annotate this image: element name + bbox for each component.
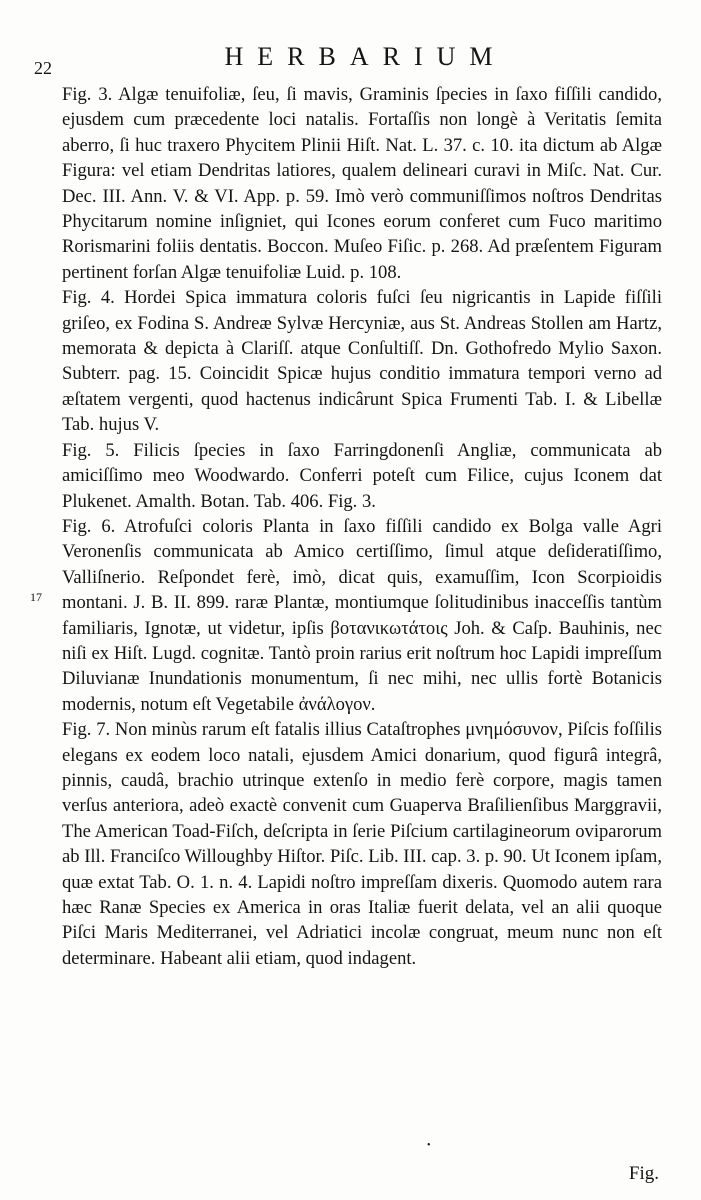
page-number: 22 [34, 58, 52, 78]
printer-mark: • [427, 1140, 431, 1151]
paragraph-fig-3: Fig. 3. Algæ tenuifoliæ, ſeu, ſi mavis, Graminis ſpecies in ſaxo fiſſili candido, ejusdem cum præcedente loci natalis. Fortaſſis non longè à Veritatis ſemita aberro, ſi huc traxero Phycitem Plinii Hiſt. Nat. L. 37. c. 10. ita dictum ab Algæ Figura: vel etiam Dendritas latiores, qualem delineari curavi in Miſc. Nat. Cur. Dec. III. Ann. V. & VI. App. p. 59. Imò verò communiſſimos noſtros Dendritas Phycitarum nomine inſigniet, qui Icones eorum conferet cum Fuco maritimo Rorismarini foliis dentatis. Boccon. Muſeo Fiſic. p. 268. Ad præſentem Figuram pertinent forſan Algæ tenuifoliæ Luid. p. 108. [62, 84, 662, 283]
paragraph-fig-6: Fig. 6. Atrofuſci coloris Planta in ſaxo fiſſili candido ex Bolga valle Agri Veronenſis communicata ab Amico certiſſimo, ſimul atque deſideratiſſimo, Valliſnerio. Reſpondet ferè, imò, dicat quis, examuſſim, Icon Scorpioidis montani. J. B. II. 899. raræ Plantæ, montiumque ſolitudinibus inacceſſis tantùm familiaris, Ignotæ, ut videtur, ipſis βοτανικωτάτοις Joh. & Caſp. Bauhinis, nec niſi ex Hiſt. Lugd. cognitæ. Tantò proin rarius erit noſtrum hoc Lapidi impreſſum Diluvianæ Inundationis monumentum, ſi nec mihi, nec ullis fortè Botanicis modernis, notum eſt Vegetabile ἀνάλογον. [62, 515, 662, 715]
margin-note: 17 [30, 590, 42, 604]
paragraph-fig-4: Fig. 4. Hordei Spica immatura coloris fuſci ſeu nigricantis in Lapide fiſſili griſeo, ex Fodina S. Andreæ Sylvæ Hercyniæ, aus St. Andreas Stollen am Hartz, memorata & depicta à Clariſſ. atque Conſultiſſ. Dn. Gothofredo Mylio Saxon. Subterr. pag. 15. Coincidit Spicæ hujus conditio immatura tempori verno ad æſtatem vergenti, quod hactenus indicârunt Spica Frumenti Tab. I. & Libellæ Tab. hujus V. [62, 287, 662, 436]
catchword: Fig. [628, 1163, 659, 1184]
running-title: HERBARIUM [224, 42, 507, 71]
body-text [62, 82, 662, 971]
paragraph-fig-7: Fig. 7. Non minùs rarum eſt fatalis illius Cataſtrophes μνημόσυνον, Piſcis foſſilis elegans ex eodem loco natali, ejusdem Amici donarium, quod figurâ integrâ, pinnis, caudâ, brachio utrinque extenſo in medio ferè corpore, magis tamen verſus anteriora, adeò exactè convenit cum Guaperva Braſilienſibus Marggravii, The American Toad-Fiſch, deſcripta in ſerie Piſcium cartilagineorum oviparorum ab Ill. Franciſco Willoughby Hiſtor. Piſc. Lib. III. cap. 3. p. 90. Ut Iconem ipſam, quæ extat Tab. O. 1. n. 4. Lapidi noſtro impreſſam dixeris. Quomodo autem rara hæc Ranæ Species ex America in oras Italiæ fuerit delata, vel an alii quoque Piſci Maris Mediterranei, vel Adriatici incolæ congruat, meum nunc non eſt determinare. Habeant alii etiam, quod indagent. [62, 719, 662, 969]
paragraph-fig-5: Fig. 5. Filicis ſpecies in ſaxo Farringdonenſi Angliæ, communicata ab amiciſſimo meo Woodwardo. Conferri poteſt cum Filice, cujus Iconem dat Plukenet. Amalth. Botan. Tab. 406. Fig. 3. [62, 439, 662, 512]
